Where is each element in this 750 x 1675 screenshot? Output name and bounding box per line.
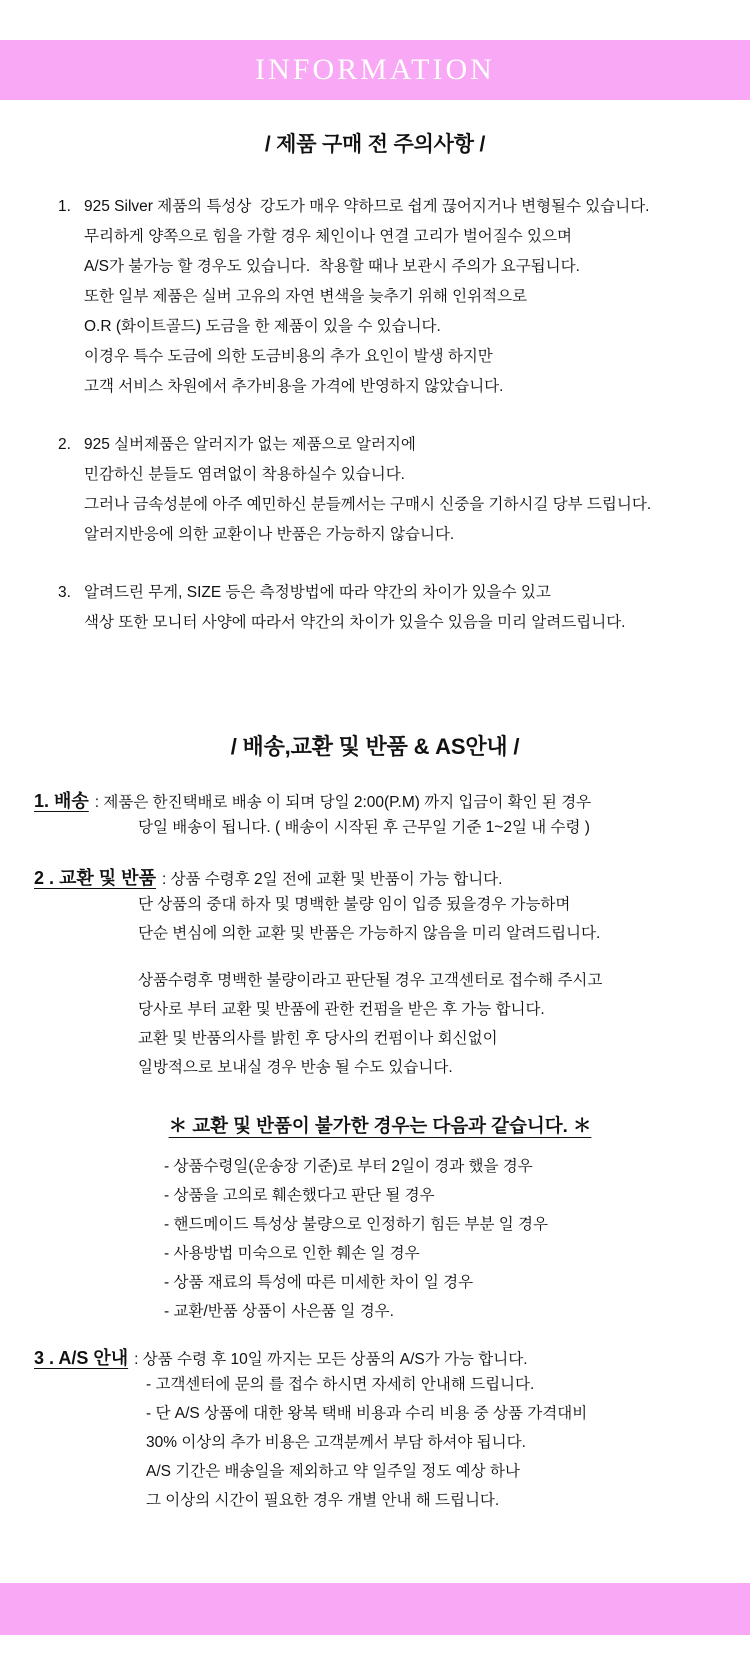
notice-line: 색상 또한 모니터 사양에 따라서 약간의 차이가 있을수 있음을 미리 알려드립니다. bbox=[84, 614, 626, 631]
exchange-detail-line: 단순 변심에 의한 교환 및 반품은 가능하지 않음을 미리 알려드립니다. bbox=[138, 925, 601, 942]
notice-line: O.R (화이트골드) 도금을 한 제품이 있을 수 있습니다. bbox=[84, 318, 441, 335]
shipping-heading-text: : 제품은 한진택배로 배송 이 되며 당일 2:00(P.M) 까지 입금이 확인 된 경우 bbox=[94, 794, 592, 811]
bullet-item: - 상품을 고의로 훼손했다고 판단 될 경우 bbox=[164, 1187, 435, 1204]
header-band bbox=[0, 40, 750, 100]
spacer bbox=[34, 1326, 726, 1344]
notice-line: 또한 일부 제품은 실버 고유의 자연 변색을 늦추기 위해 인위적으로 bbox=[84, 288, 528, 305]
notice-line: 고객 서비스 차원에서 추가비용을 가격에 반영하지 않았습니다. bbox=[84, 378, 504, 395]
spacer bbox=[34, 948, 726, 966]
notice-line: 민감하신 분들도 염려없이 착용하실수 있습니다. bbox=[84, 466, 405, 483]
notice-number: 3. bbox=[58, 584, 71, 601]
as-detail-line: A/S 기간은 배송일을 제외하고 약 일주일 정도 예상 하나 bbox=[146, 1463, 520, 1480]
notice-line: 무리하게 양쪽으로 힘을 가할 경우 체인이나 연결 고리가 벌어질수 있으며 bbox=[84, 228, 572, 245]
bullet-item: - 상품 재료의 특성에 따른 미세한 차이 일 경우 bbox=[164, 1274, 474, 1291]
exchange-detail-line: 상품수령후 명백한 불량이라고 판단될 경우 고객센터로 접수해 주시고 bbox=[138, 972, 603, 989]
notice-text bbox=[84, 192, 720, 402]
notice-list bbox=[0, 192, 750, 638]
shipping-head-row bbox=[34, 787, 726, 813]
exchange-detail-line: 단 상품의 중대 하자 및 명백한 불량 임이 입증 됬을경우 가능하며 bbox=[138, 896, 571, 913]
as-heading-text: : 상품 수령 후 10일 까지는 모든 상품의 A/S가 가능 합니다. bbox=[134, 1351, 528, 1368]
as-detail-line: 그 이상의 시간이 필요한 경우 개별 안내 해 드립니다. bbox=[146, 1492, 500, 1509]
exchange-heading-text: : 상품 수령후 2일 전에 교환 및 반품이 가능 합니다. bbox=[161, 871, 503, 888]
bullet-item: - 사용방법 미숙으로 인한 훼손 일 경우 bbox=[164, 1245, 420, 1262]
notice-text bbox=[84, 430, 720, 550]
exchange-impossible-block bbox=[34, 1112, 726, 1326]
shipping-content bbox=[0, 787, 750, 1515]
page-title: INFORMATION bbox=[255, 53, 495, 86]
as-heading-label: 3 . A/S 안내 bbox=[34, 1348, 129, 1368]
shipping-group-delivery bbox=[34, 787, 726, 842]
exchange-impossible-title: ＊ 교환 및 반품이 불가한 경우는 다음과 같습니다. ＊ bbox=[168, 1115, 592, 1136]
bullet-item: - 교환/반품 상품이 사은품 일 경우. bbox=[164, 1303, 394, 1320]
notice-line: 이경우 특수 도금에 의한 도금비용의 추가 요인이 발생 하지만 bbox=[84, 348, 493, 365]
list-item bbox=[58, 430, 720, 550]
shipping-heading-label: 1. 배송 bbox=[34, 791, 89, 811]
shipping-detail-line: 당일 배송이 됩니다. ( 배송이 시작된 후 근무일 기준 1~2일 내 수령 ) bbox=[138, 819, 590, 836]
exchange-detail-line: 교환 및 반품의사를 밝힌 후 당사의 컨펌이나 회신없이 bbox=[138, 1030, 498, 1047]
shipping-group-exchange bbox=[34, 864, 726, 1082]
as-detail-line: - 고객센터에 문의 를 접수 하시면 자세히 안내해 드립니다. bbox=[146, 1376, 535, 1393]
exchange-detail-line: 일방적으로 보내실 경우 반송 될 수도 있습니다. bbox=[138, 1059, 453, 1076]
bullet-item: - 상품수령일(운송장 기준)로 부터 2일이 경과 했을 경우 bbox=[164, 1158, 533, 1175]
notice-line: 그러나 금속성분에 아주 예민하신 분들께서는 구매시 신중을 기하시길 당부 드립니다. bbox=[84, 496, 652, 513]
exchange-head-row bbox=[34, 864, 726, 890]
exchange-heading-label: 2 . 교환 및 반품 bbox=[34, 868, 156, 888]
notice-line: 925 실버제품은 알러지가 없는 제품으로 알러지에 bbox=[84, 436, 416, 453]
as-detail-line: - 단 A/S 상품에 대한 왕복 택배 비용과 수리 비용 중 상품 가격대비 bbox=[146, 1405, 588, 1422]
notice-line: 알러지반응에 의한 교환이나 반품은 가능하지 않습니다. bbox=[84, 526, 455, 543]
notice-text bbox=[84, 578, 720, 638]
exchange-detail-line: 당사로 부터 교환 및 반품에 관한 컨펌을 받은 후 가능 합니다. bbox=[138, 1001, 545, 1018]
shipping-group-as bbox=[34, 1344, 726, 1515]
notice-number: 1. bbox=[58, 198, 71, 215]
notice-line: 알려드린 무게, SIZE 등은 측정방법에 따라 약간의 차이가 있을수 있고 bbox=[84, 584, 551, 601]
notice-line: A/S가 불가능 할 경우도 있습니다. 착용할 때나 보관시 주의가 요구됩니다. bbox=[84, 258, 580, 275]
shipping-section-heading: / 배송,교환 및 반품 & AS안내 / bbox=[230, 734, 520, 759]
list-item bbox=[58, 578, 720, 638]
footer-band bbox=[0, 1583, 750, 1635]
bullet-item: - 핸드메이드 특성상 불량으로 인정하기 힘든 부분 일 경우 bbox=[164, 1216, 548, 1233]
list-item bbox=[58, 192, 720, 402]
as-detail-line: 30% 이상의 추가 비용은 고객분께서 부담 하셔야 됩니다. bbox=[146, 1434, 526, 1451]
notice-line: 925 Silver 제품의 특성상 강도가 매우 약하므로 쉽게 끊어지거나 변형될수 있습니다. bbox=[84, 198, 650, 215]
as-head-row bbox=[34, 1344, 726, 1370]
notice-number: 2. bbox=[58, 436, 71, 453]
notice-section-heading: / 제품 구매 전 주의사항 / bbox=[264, 133, 486, 156]
